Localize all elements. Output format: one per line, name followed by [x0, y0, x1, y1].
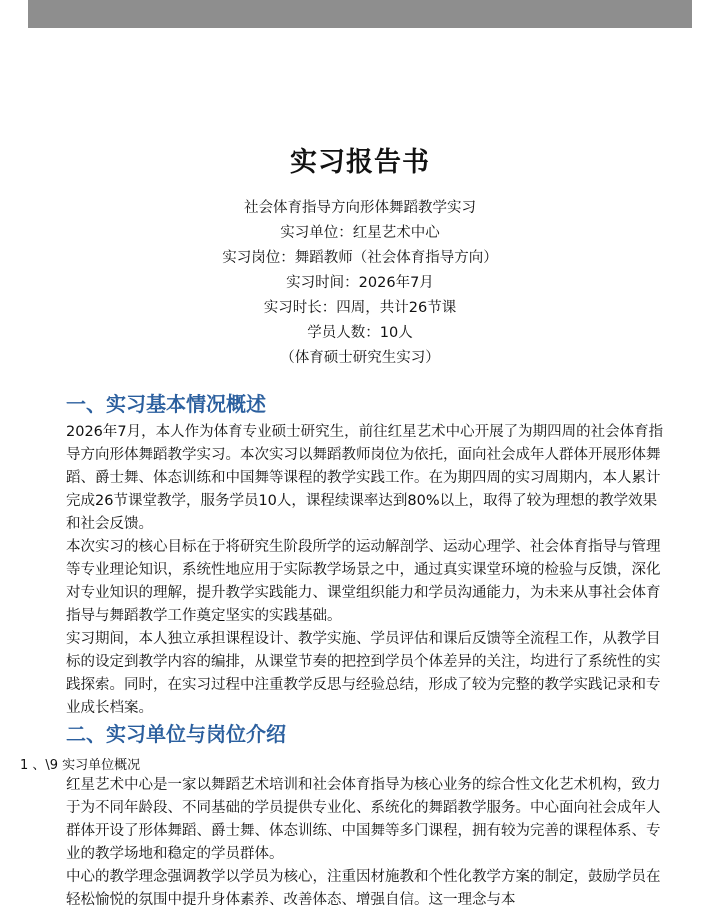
- list-item-label: 1 、\9 实习单位概况: [20, 758, 141, 773]
- meta-subtitle: 社会体育指导方向形体舞蹈教学实习: [244, 200, 476, 216]
- section2-paragraph: 中心的教学理念强调教学以学员为核心，注重因材施教和个性化教学方案的制定，鼓励学员在轻松愉悦的氛围中提升身体素养、改善体态、增强自信。这一理念与本: [66, 869, 661, 908]
- section2-paragraph: 红星艺术中心是一家以舞蹈艺术培训和社会体育指导为核心业务的综合性文化艺术机构，致力于为不同年龄段、不同基础的学员提供专业化、系统化的舞蹈教学服务。中心面向社会成年人群体开设了形体舞蹈、爵士舞、体态训练、中国舞等多门课程，拥有较为完善的课程体系、专业的教学场地和稳定的学员群体。: [66, 777, 661, 862]
- document-title: 实习报告书: [290, 147, 430, 178]
- section1-paragraph: 实习期间，本人独立承担课程设计、教学实施、学员评估和课后反馈等全流程工作，从教学目标的设定到教学内容的编排，从课堂节奏的把控到学员个体差异的关注，均进行了系统性的实践探索。同时，在实习过程中注重教学反思与经验总结，形成了较为完整的教学实践记录和专业成长档案。: [66, 631, 661, 716]
- meta-students: 学员人数：10人: [307, 325, 413, 341]
- section-heading-2: 二、实习单位与岗位介绍: [66, 722, 286, 746]
- section1-body: [66, 421, 666, 720]
- section-heading-1: 一、实习基本情况概述: [66, 392, 266, 416]
- meta-position: 实习岗位：舞蹈教师（社会体育指导方向）: [222, 250, 498, 266]
- meta-duration: 实习时长：四周，共计26节课: [263, 300, 457, 316]
- section1-paragraph: 本次实习的核心目标在于将研究生阶段所学的运动解剖学、运动心理学、社会体育指导与管理等专业理论知识，系统性地应用于实际教学场景之中，通过真实课堂环境的检验与反馈，深化对专业知识的理解，提升教学实践能力、课堂组织能力和学员沟通能力，为未来从事社会体育指导与舞蹈教学工作奠定坚实的实践基础。: [66, 539, 661, 624]
- section2-body: [66, 774, 666, 912]
- section1-paragraph: 2026年7月，本人作为体育专业硕士研究生，前往红星艺术中心开展了为期四周的社会体育指导方向形体舞蹈教学实习。本次实习以舞蹈教师岗位为依托，面向社会成年人群体开展形体舞蹈、爵士舞、体态训练和中国舞等课程的教学实践工作。在为期四周的实习周期内，本人累计完成26节课堂教学，服务学员10人，课程续课率达到80%以上，取得了较为理想的教学效果和社会反馈。: [66, 424, 664, 532]
- meta-note: （体育硕士研究生实习）: [280, 350, 440, 366]
- meta-unit: 实习单位：红星艺术中心: [280, 225, 440, 241]
- meta-time: 实习时间：2026年7月: [286, 275, 434, 291]
